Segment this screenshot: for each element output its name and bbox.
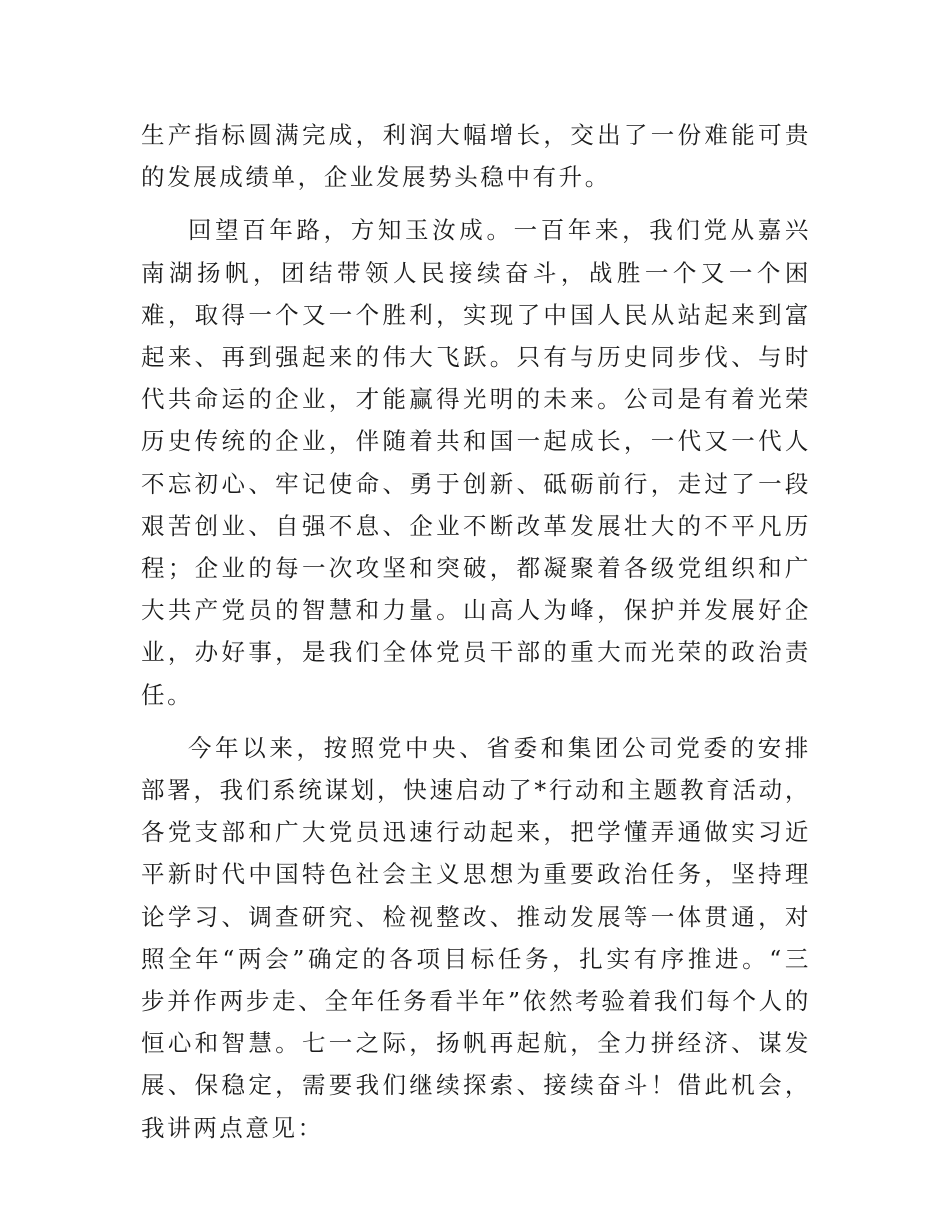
paragraph-1: 生产指标圆满完成，利润大幅增长，交出了一份难能可贵的发展成绩单，企业发展势头稳中有升。: [141, 121, 811, 192]
paragraph-2: 回望百年路，方知玉汝成。一百年来，我们党从嘉兴南湖扬帆，团结带领人民接续奋斗，战胜一个又一个困难，取得一个又一个胜利，实现了中国人民从站起来到富起来、再到强起来的伟大飞跃。只有与历史同步伐、与时代共命运的企业，才能赢得光明的未来。公司是有着光荣历史传统的企业，伴随着共和国一起成长，一代又一代人不忘初心、牢记使命、勇于创新、砥砺前行，走过了一段艰苦创业、自强不息、企业不断改革发展壮大的不平凡历程；企业的每一次攻坚和突破，都凝聚着各级党组织和广大共产党员的智慧和力量。山高人为峰，保护并发展好企业，办好事，是我们全体党员干部的重大而光荣的政治责任。: [141, 216, 811, 709]
document-body: [141, 114, 811, 1149]
paragraph-3: 今年以来，按照党中央、省委和集团公司党委的安排部署，我们系统谋划，快速启动了*行动和主题教育活动，各党支部和广大党员迅速行动起来，把学懂弄通做实习近平新时代中国特色社会主义思想为重要政治任务，坚持理论学习、调查研究、检视整改、推动发展等一体贯通，对照全年“两会”确定的各项目标任务，扎实有序推进。“三步并作两步走、全年任务看半年”依然考验着我们每个人的恒心和智慧。七一之际，扬帆再起航，全力拼经济、谋发展、保稳定，需要我们继续探索、接续奋斗！借此机会，我讲两点意见：: [141, 733, 811, 1142]
